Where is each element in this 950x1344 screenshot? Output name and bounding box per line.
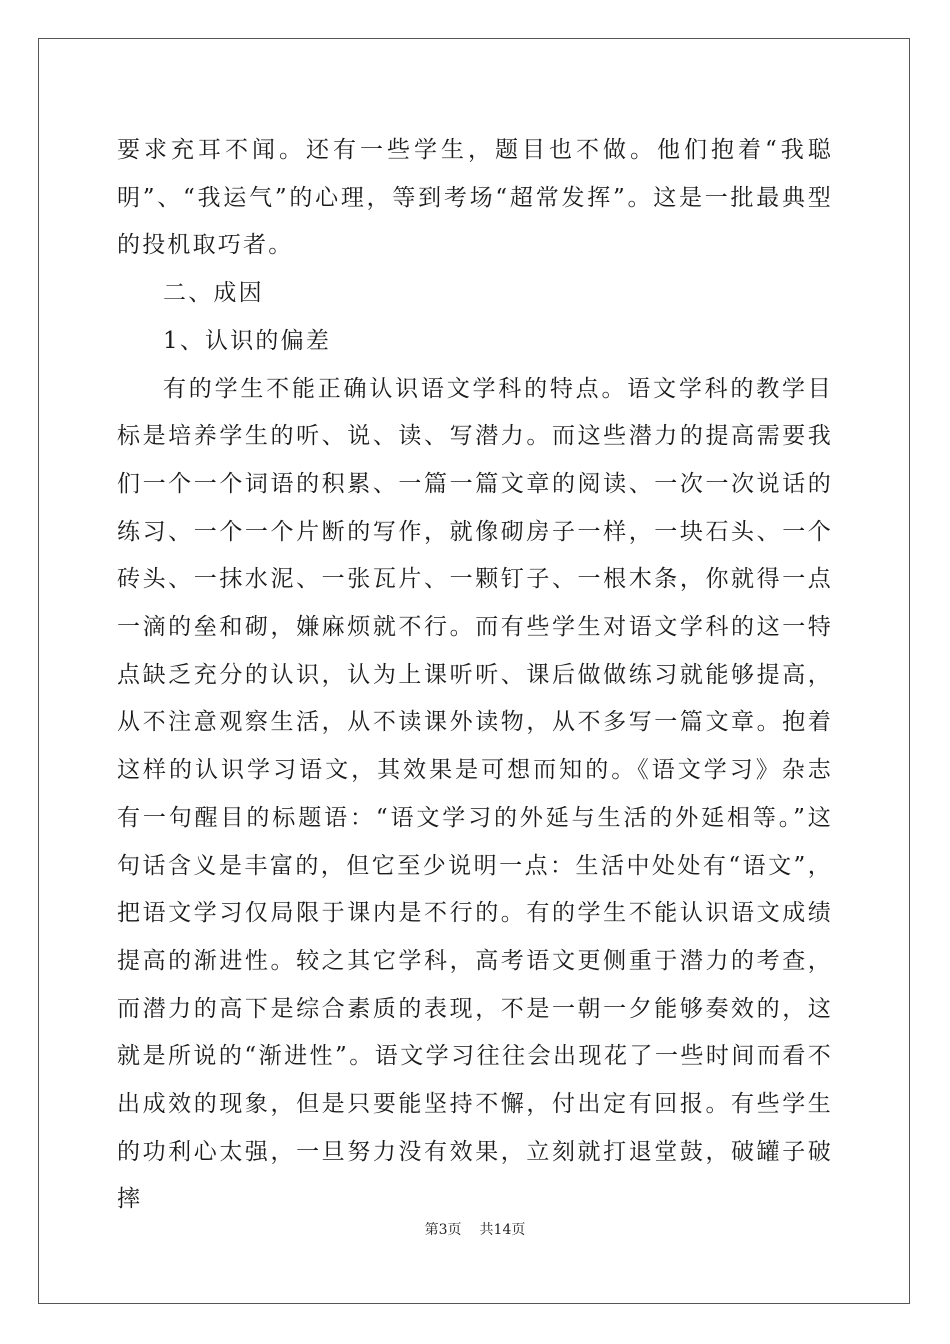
subsection-heading-cognitive-bias: 1、认识的偏差 (163, 327, 332, 354)
paragraph-body: 有的学生不能正确认识语文学科的特点。语文学科的教学目标是培养学生的听、说、读、写潜力。而这些潜力的提高需要我们一个一个词语的积累、一篇一篇文章的阅读、一次一次说话的练习、一个一个片断的写作，就像砌房子一样，一块石头、一个砖头、一抹水泥、一张瓦片、一颗钉子、一根木条，你就得一点一滴的垒和砌，嫌麻烦就不行。而有些学生对语文学科的这一特点缺乏充分的认识，认为上课听听、课后做做练习就能够提高，从不注意观察生活，从不读课外读物，从不多写一篇文章。抱着这样的认识学习语文，其效果是可想而知的。《语文学习》杂志有一句醒目的标题语：“语文学习的外延与生活的外延相等。”这句话含义是丰富的，但它至少说明一点：生活中处处有“语文”，把语文学习仅局限于课内是不行的。有的学生不能认识语文成绩提高的渐进性。较之其它学科，高考语文更侧重于潜力的考查，而潜力的高下是综合素质的表现，不是一朝一夕能够奏效的，这就是所说的“渐进性”。语文学习往往会出现花了一些时间而看不出成效的现象，但是只要能坚持不懈，付出定有回报。有些学生的功利心太强，一旦努力没有效果，立刻就打退堂鼓，破罐子破摔 (117, 375, 833, 1213)
page-footer (0, 1219, 950, 1239)
page-total: 共14页 (479, 1222, 526, 1238)
paragraph-intro-continuation: 要求充耳不闻。还有一些学生，题目也不做。他们抱着“我聪明”、“我运气”的心理，等到考场“超常发挥”。这是一批最典型的投机取巧者。 (117, 137, 833, 259)
section-heading-causes: 二、成因 (163, 280, 264, 307)
page-number: 第3页 (424, 1222, 462, 1238)
document-body (117, 127, 833, 1224)
